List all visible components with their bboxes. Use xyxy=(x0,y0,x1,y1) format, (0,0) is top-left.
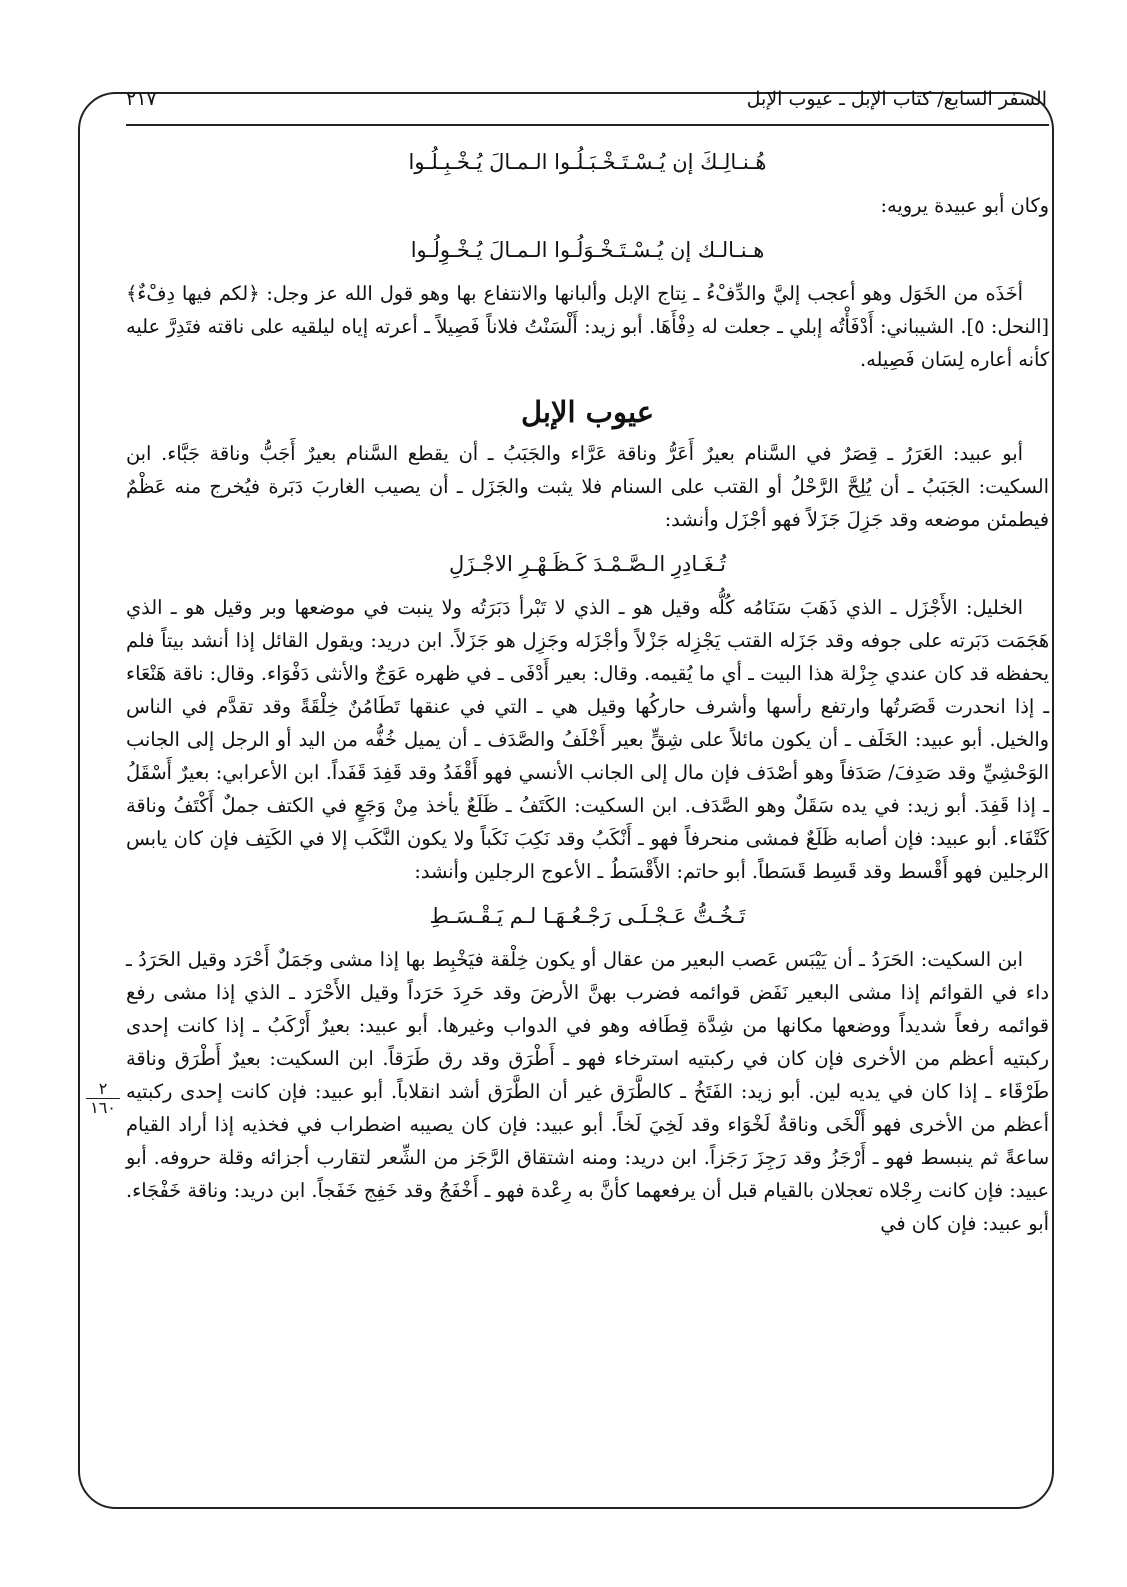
margin-marker-bottom: ١٦٠ xyxy=(90,1098,116,1117)
body-paragraph: أبو عبيد: العَرَرُ ـ قِصَرٌ في السَّنام بعيرٌ أَعَرُّ وناقة عَرَّاء والجَبَبُ ـ أن يقطع السَّنام بعيرٌ أَجَبُّ وناقة جَبَّاء. ابن السكيت: الجَبَبُ ـ أن يُلِحَّ الرَّحْلُ أو القتب على السنام فلا يثبت والجَزَل ـ أن يصيب الغاربَ دَبَرة فيُخرج منه عَظْمٌ فيطمئن موضعه وقد جَزِلَ جَزَلاً فهو أجْزَل وأنشد: xyxy=(126,442,1049,531)
margin-marker xyxy=(86,1080,120,1117)
body-paragraph: أخَذَه من الخَوَل وهو أعجب إليَّ والدِّفْءُ ـ نِتاج الإبل وألبانها والانتفاع بها وهو قول الله عز وجل: ﴿لكم فيها دِفْءٌ﴾ [النحل: ٥]. الشيباني: أَدْفَأْتُه إبلي ـ جعلت له دِفْأَهَا. أبو زيد: أَلْسَنْتُ فلاناً فَصِيلاً ـ أعرته إياه ليلقيه على ناقته فتَدِرَّ عليه كأنه أعاره لِسَان فَصِيله. xyxy=(126,282,1050,371)
section-title: عيوب الإبل xyxy=(520,395,655,429)
verse-line: هـنـالـك إن يُـسْـتَـخْـوَلُـوا الـمـالَ يُـخْـوِلُـوا xyxy=(410,238,765,262)
page-number: ٢١٧ xyxy=(126,88,157,110)
body-paragraph: ابن السكيت: الحَرَدُ ـ أن يَيْبَس عَصب البعير من عقال أو يكون خِلْقة فيَخْبِط بها إذا مشى وجَمَلٌ أَحْرَد وقيل الحَرَدُ ـ داء في القوائم إذا مشى البعير نَفَض قوائمه فضرب بهنَّ الأرضَ وقد حَرِدَ حَرَداً وقيل الأَحْرَد ـ الذي إذا مشى رفع قوائمه رفعاً شديداً ووضعها مكانها من شِدَّة قِطَافه وهو في الدواب وغيرها. أبو عبيد: بعيرٌ أَرْكَبُ ـ إذا كانت إحدى ركبتيه أعظم من الأخرى فإن كان في ركبتيه استرخاء فهو ـ أَطْرَق وقد رق طَرَقاً. ابن السكيت: بعيرٌ أَطْرَق وناقة طَرْقَاء ـ إذا كان في يديه لين. أبو زيد: الفَتَخُ ـ كالطَّرَق غير أن الطَّرَق أشد انقلاباً. أبو عبيد: فإن كانت إحدى ركبتيه أعظم من الأخرى فهو أَلْخَى وناقةٌ لَخْوَاء وقد لَخِيَ لَخاً. أبو عبيد: فإن كان يصيبه اضطراب في فخذيه إذا أراد القيام ساعةً ثم ينبسط فهو ـ أَرْجَزُ وقد رَجِزَ رَجَزاً. ابن دريد: ومنه اشتقاق الرَّجَز من الشِّعر لتقارب أجزائه وقلة حروفه. أبو عبيد: فإن كانت رِجْلاه تعجلان بالقيام قبل أن يرفعهما كأنَّ به رِعْدة فهو ـ أَخْفَجُ وقد خَفِج خَفَجاً. ابن دريد: وناقة خَفْجَاء. أبو عبيد: فإن كان في xyxy=(126,948,1049,1235)
page-body xyxy=(126,134,1049,1240)
verse-line: هُـنـالِـكَ إن يُـسْـتَـخْـبَـلُـوا الـمـالَ يُـخْـبِـلُـوا xyxy=(408,150,767,174)
verse-line: تَـخُـتُّ عَـجْـلَـى رَجْـعُـهَـا لـم يَـقْـسَـطِ xyxy=(429,904,746,928)
verse-line: تُـغَـادِرِ الـصَّـمْـدَ كَـظَـهْـرِ الاجْـزَلِ xyxy=(449,552,726,576)
header-rule xyxy=(126,124,1049,126)
running-header xyxy=(126,88,1047,118)
margin-marker-top: ٢ xyxy=(86,1080,120,1099)
body-paragraph: وكان أبو عبيدة يرويه: xyxy=(880,194,1049,217)
body-paragraph: الخليل: الأَجْزَل ـ الذي ذَهَبَ سَنَامُه كُلُّه وقيل هو ـ الذي لا تَبْرأ دَبَرَتُه ولا ينبت في موضعها وبر وقيل هو ـ الذي هَجَمَت دَبَرته على جوفه وقد جَزَله القتب يَجْزِله جَزْلاً وأجْزَله وجَزِل هو جَزَلاً. ابن دريد: ويقول القائل إذا أنشد بيتاً فلم يحفظه قد كان عندي جِزْلة هذا البيت ـ أي ما يُقيمه. وقال: بعير أَدْفَى ـ في ظهره عَوَجٌ والأنثى دَفْوَاء. وقال: ناقة هَنْعَاء ـ إذا انحدرت قَصَرتُها وارتفع رأسها وأشرف حاركُها وقيل هي ـ التي في عنقها تَطَامُنٌ خِلْقَةً وقد تقدَّم في الناس والخيل. أبو عبيد: الخَلَف ـ أن يكون مائلاً على شِقٍّ بعير أَخْلَفُ والصَّدَف ـ أن يميل خُفُّه من اليد أو الرجل إلى الجانب الوَحْشِيِّ وقد صَدِفَ/ صَدَفاً وهو أصْدَف فإن مال إلى الجانب الأنسي فهو أَقْفَدُ وقد قَفِدَ قَفَداً. ابن الأعرابي: بعيرٌ أَسْقَلُ ـ إذا قَفِدَ. أبو زيد: في يده سَقَلٌ وهو الصَّدَف. ابن السكيت: الكَتَفُ ـ ظَلَعٌ يأخذ مِنْ وَجَعٍ في الكتف جملٌ أَكْتَفُ وناقة كَتْفَاء. أبو عبيد: فإن أصابه ظَلَعٌ فمشى منحرفاً فهو ـ أَنْكَبُ وقد نَكِبَ نَكَباً ولا يكون النَّكَب إلا في الكَتِف فإن كان يابس الرجلين فهو أَقْسط وقد قَسِط قَسَطاً. أبو حاتم: الأَقْسَطُ ـ الأعوج الرجلين وأنشد: xyxy=(126,596,1049,883)
header-title: السفر السابع/ كتاب الإبل ـ عيوب الإبل xyxy=(746,88,1047,110)
